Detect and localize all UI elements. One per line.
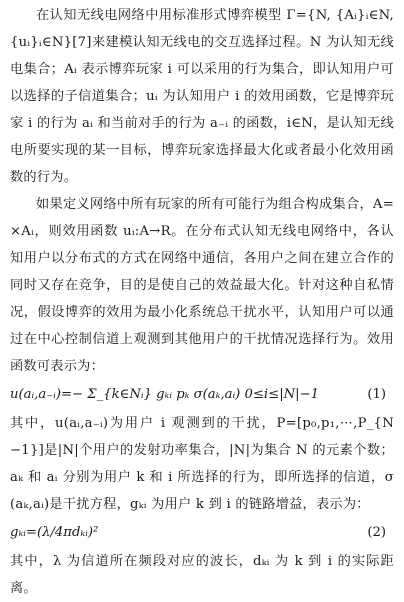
equation-1-number: (1) (367, 387, 386, 402)
paragraph-wavelength-explanation: 其中，λ 为信道所在频段对应的波长，dₖᵢ 为 k 到 i 的实际距离。 (10, 554, 394, 596)
equation-2-number: (2) (367, 525, 386, 540)
paragraph-game-model: 在认知无线电网络中用标准形式博弈模型 Γ={N, {Aᵢ}ᵢ∈N, {uᵢ}ᵢ∈N}[7]来建模认知无线电的交互选择过程。N 为认知无线电集合；Aᵢ 表示博弈玩家 i 可以采用的行为集合，即认知用户可以选择的子信道集合；uᵢ 为认知用户 i 的效用函数，它是博弈玩家 i 的行为 aᵢ 和当前对手的行为 a₋ᵢ 的函数，i∈N，是认知无线电所要实现的某一目标，博弈玩家选择最大化或者最小化效用函数的行为。 (10, 8, 394, 185)
paragraph-utility-definition: 如果定义网络中所有玩家的所有可能行为组合构成集合，A=×Aᵢ，则效用函数 uᵢ:A→R。在分布式认知无线电网络中，各认知用户以分布式的方式在网络中通信，各用户之间在建立合作的同时又存在竞争，目的是使自己的效益最大化。针对这种自私情况，假设博弈的效用为最小化系统总干扰水平，认知用户可以通过在中心控制信道上观测到其他用户的干扰情况选择行为。效用函数可表示为： (10, 197, 394, 374)
equation-2-body: gₖᵢ=(λ/4πdₖᵢ)² (10, 525, 99, 540)
paragraph-interference-explanation: 其中，u(aᵢ,a₋ᵢ)为用户 i 观测到的干扰，P=[p₀,p₁,⋯,P_{N−1}]是|N|个用户的发射功率集合，|N|为集合 N 的元素个数；aₖ 和 aᵢ 分别为用户 k 和 i 所选择的行为，即所选择的信道，σ(aₖ,aᵢ)是干扰方程，gₖᵢ 为用户 k 到 i 的链路增益，表示为： (10, 416, 394, 512)
equation-1-body: u(aᵢ,a₋ᵢ)=− Σ_{k∈Nᵢ} gₖᵢ pₖ σ(aₖ,aᵢ) 0≤i≤|N|−1 (10, 387, 320, 402)
equation-2 (10, 518, 394, 548)
equation-1 (10, 380, 394, 410)
